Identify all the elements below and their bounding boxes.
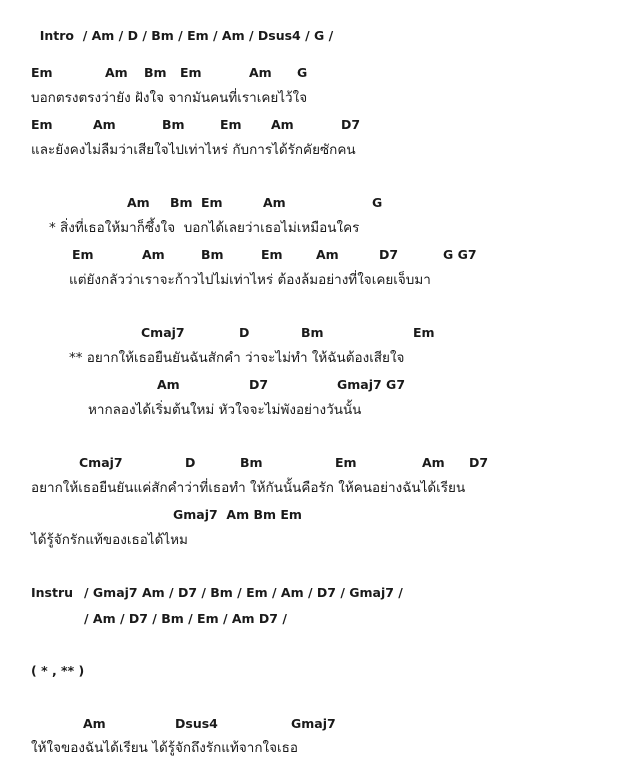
chord-label: Em: [180, 65, 202, 80]
chord-label: Em: [413, 325, 435, 340]
chord-label: Em: [335, 455, 357, 470]
chord-label: Em: [261, 247, 283, 262]
chord-label: Em: [31, 117, 53, 132]
chord-label: Gmaj7 G7: [337, 377, 406, 392]
chord-label: Am: [263, 195, 286, 210]
chord-label: Am: [157, 377, 180, 392]
lyric-line: * สิ่งที่เธอให้มาก็ซึ้งใจ บอกได้เลยว่าเธอไม่เหมือนใคร: [49, 220, 360, 236]
chord-label: G G7: [443, 247, 477, 262]
intro-line: [31, 12, 333, 44]
chord-label: D7: [341, 117, 361, 132]
chord-label: Bm: [240, 455, 263, 470]
chord-label: Em: [72, 247, 94, 262]
chord-label: D7: [249, 377, 269, 392]
chord-label: Dsus4: [175, 716, 218, 731]
chord-label: Cmaj7: [141, 325, 185, 340]
chord-label: D: [239, 325, 250, 340]
chord-label: Cmaj7: [79, 455, 123, 470]
chord-label: Em: [201, 195, 223, 210]
chord-label: Bm: [301, 325, 324, 340]
chord-label: G: [297, 65, 308, 80]
chord-label: Am: [422, 455, 445, 470]
chord-label: Am: [316, 247, 339, 262]
intro-chords: / Am / D / Bm / Em / Am / Dsus4 / G /: [82, 28, 334, 43]
chord-label: Am: [83, 716, 106, 731]
lyric-line: ให้ใจของฉันได้เรียน ได้รู้จักถึงรักแท้จากใจเธอ: [31, 740, 299, 756]
lyric-line: หากลองได้เริ่มต้นใหม่ หัวใจจะไม่พังอย่างวันนั้น: [88, 402, 362, 418]
chord-label: Am: [142, 247, 165, 262]
lyric-line: อยากให้เธอยืนยันแค่สักคำว่าที่เธอทำ ให้กันนั้นคือรัก ให้คนอย่างฉันได้เรียน: [31, 480, 466, 496]
instru-line-1: / Gmaj7 Am / D7 / Bm / Em / Am / D7 / Gmaj7 /: [84, 585, 403, 600]
lyric-line: และยังคงไม่ลืมว่าเสียใจไปเท่าไหร่ กับการได้รักคัยซักคน: [31, 142, 356, 158]
chord-label: Am: [127, 195, 150, 210]
chord-label: Gmaj7: [291, 716, 336, 731]
chord-label: Am: [271, 117, 294, 132]
chord-label: Bm: [170, 195, 193, 210]
chord-label: D7: [469, 455, 489, 470]
chord-label: Em: [31, 65, 53, 80]
lyric-line: ** อยากให้เธอยืนยันฉันสักคำ ว่าจะไม่ทำ ให้ฉันต้องเสียใจ: [69, 350, 405, 366]
lyric-line: ได้รู้จักรักแท้ของเธอได้ไหม: [31, 532, 188, 548]
chord-label: Bm: [201, 247, 224, 262]
chord-label: Gmaj7 Am Bm Em: [173, 507, 302, 522]
chord-label: Em: [220, 117, 242, 132]
repeat-marker: ( * , ** ): [31, 663, 85, 678]
chord-label: Am: [249, 65, 272, 80]
instru-line-2: / Am / D7 / Bm / Em / Am D7 /: [84, 611, 287, 626]
lyric-line: บอกตรงตรงว่ายัง ฝังใจ จากมันคนที่เราเคยไว้ใจ: [31, 90, 308, 106]
chord-label: Bm: [162, 117, 185, 132]
chord-label: D: [185, 455, 196, 470]
chord-label: Bm: [144, 65, 167, 80]
chord-label: D7: [379, 247, 399, 262]
chord-label: Am: [105, 65, 128, 80]
chord-label: G: [372, 195, 383, 210]
intro-label: Intro: [39, 28, 74, 43]
spacer: [74, 28, 83, 43]
chord-label: Am: [93, 117, 116, 132]
instru-label: Instru: [31, 585, 74, 600]
lyric-line: แต่ยังกลัวว่าเราจะก้าวไปไม่เท่าไหร่ ต้องล้มอย่างที่ใจเคยเจ็บมา: [69, 272, 431, 288]
